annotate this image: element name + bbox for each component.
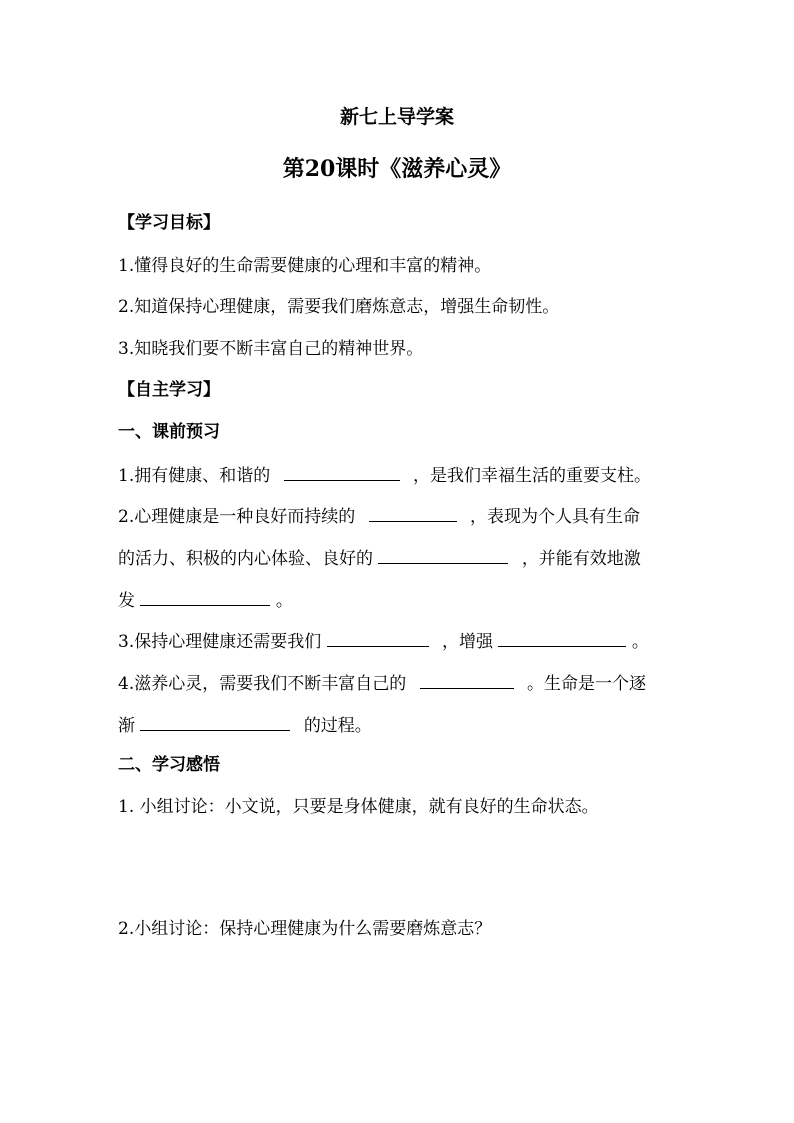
answer-blank[interactable] xyxy=(498,629,626,647)
preview-question-4-line-1 xyxy=(118,671,646,695)
document-title: 新七上导学案 xyxy=(339,106,454,128)
question-text: 发 xyxy=(118,591,135,611)
answer-blank[interactable] xyxy=(284,463,400,481)
answer-blank[interactable] xyxy=(327,629,429,647)
preview-heading: 一、课前预习 xyxy=(118,422,220,442)
question-text: ，是我们幸福生活的重要支柱。 xyxy=(413,466,652,486)
question-text: 渐 xyxy=(118,716,135,736)
question-text: ，表现为个人具有生命 xyxy=(470,507,641,527)
lesson-title: 第20课时《滋养心灵》 xyxy=(282,156,512,182)
question-text: 2.心理健康是一种良好而持续的 xyxy=(118,507,356,527)
question-text: 。 xyxy=(275,591,293,611)
preview-question-4-line-2 xyxy=(118,713,372,737)
goals-heading: 【学习目标】 xyxy=(118,213,220,233)
question-text: 的活力、积极的内心体验、良好的 xyxy=(118,549,373,569)
question-text: 。 xyxy=(631,632,649,652)
preview-question-2-line-2 xyxy=(118,546,641,570)
discussion-question-1: 1. 小组讨论：小文说，只要是身体健康，就有良好的生命状态。 xyxy=(118,797,599,817)
goal-item-1: 1.懂得良好的生命需要健康的心理和丰富的精神。 xyxy=(118,256,492,276)
question-text: 4.滋养心灵，需要我们不断丰富自己的 xyxy=(118,674,407,694)
answer-blank[interactable] xyxy=(369,504,457,522)
preview-question-1 xyxy=(118,463,651,487)
preview-question-3 xyxy=(118,629,649,653)
answer-blank[interactable] xyxy=(378,546,508,564)
goal-item-3: 3.知晓我们要不断丰富自己的精神世界。 xyxy=(118,339,424,359)
preview-question-2-line-3 xyxy=(118,588,293,612)
reflection-heading: 二、学习感悟 xyxy=(118,755,220,775)
answer-blank[interactable] xyxy=(420,671,514,689)
question-text: 1.拥有健康、和谐的 xyxy=(118,466,271,486)
preview-question-2-line-1 xyxy=(118,504,640,528)
question-text: 。生命是一个逐 xyxy=(527,674,647,694)
answer-blank[interactable] xyxy=(140,588,270,606)
question-text: ，并能有效地激 xyxy=(521,549,641,569)
question-text: ，增强 xyxy=(442,632,494,652)
question-text: 的过程。 xyxy=(303,716,372,736)
goal-item-2: 2.知道保持心理健康，需要我们磨炼意志，增强生命韧性。 xyxy=(118,297,560,317)
discussion-question-2: 2.小组讨论：保持心理健康为什么需要磨炼意志？ xyxy=(118,919,492,939)
self-study-heading: 【自主学习】 xyxy=(118,380,220,400)
answer-blank[interactable] xyxy=(140,713,290,731)
question-text: 3.保持心理健康还需要我们 xyxy=(118,632,322,652)
